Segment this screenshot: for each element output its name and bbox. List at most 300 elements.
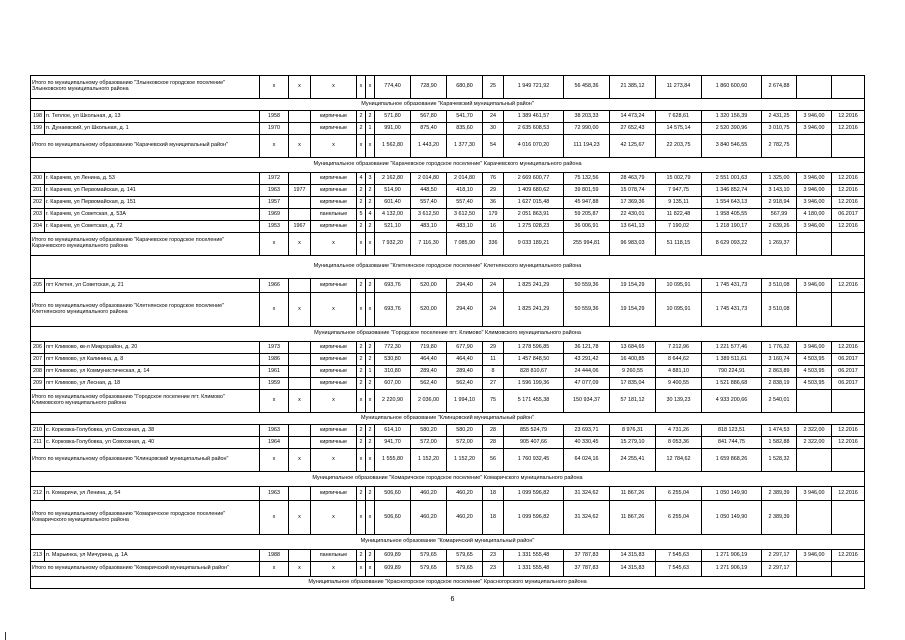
- table-cell: x: [366, 76, 375, 99]
- table-cell: 2 220,90: [375, 390, 411, 413]
- table-cell: кирпичные: [311, 111, 357, 123]
- table-cell: 31 324,62: [564, 487, 610, 501]
- subtotal-label: Итого по муниципальному образованию "Городское поселение пгт. Климово" Климовского муниципального района: [31, 390, 260, 413]
- table-cell: 541,70: [447, 111, 483, 123]
- table-cell: 2 162,80: [375, 173, 411, 185]
- table-cell: 941,70: [375, 437, 411, 449]
- table-cell: 1 457 848,50: [504, 354, 564, 366]
- table-cell: 3 612,50: [411, 209, 447, 221]
- row-number: 212: [31, 487, 45, 501]
- table-cell: 841 744,75: [702, 437, 762, 449]
- table-cell: 06.2017: [832, 354, 865, 366]
- table-cell: 1 377,30: [447, 135, 483, 158]
- table-cell: 1 745 431,73: [702, 293, 762, 327]
- table-cell: [797, 501, 832, 535]
- table-cell: 3 946,00: [797, 173, 832, 185]
- table-cell: 8 053,36: [656, 437, 702, 449]
- table-cell: 255 994,81: [564, 233, 610, 256]
- table-cell: 1967: [289, 221, 311, 233]
- table-cell: 1 554 643,13: [702, 197, 762, 209]
- table-row: [31, 111, 865, 123]
- table-cell: 1958: [260, 111, 289, 123]
- table-cell: 579,65: [411, 550, 447, 562]
- table-cell: [797, 135, 832, 158]
- table-cell: 1 994,10: [447, 390, 483, 413]
- subtotal-row: [31, 390, 865, 413]
- table-cell: 2 389,39: [762, 501, 797, 535]
- table-row: [31, 437, 865, 449]
- table-cell: 4 132,00: [375, 209, 411, 221]
- row-number: 198: [31, 111, 45, 123]
- table-cell: 3 010,75: [762, 123, 797, 135]
- table-cell: 514,90: [375, 185, 411, 197]
- table-cell: x: [289, 233, 311, 256]
- table-cell: 905 407,66: [504, 437, 564, 449]
- table-cell: 14 315,83: [610, 550, 656, 562]
- table-cell: 12.2016: [832, 221, 865, 233]
- table-cell: 1 278 596,85: [504, 342, 564, 354]
- table-cell: 520,00: [411, 279, 447, 293]
- row-number: 205: [31, 279, 45, 293]
- table-cell: 1986: [260, 354, 289, 366]
- table-cell: 680,80: [447, 76, 483, 99]
- table-cell: кирпичные: [311, 197, 357, 209]
- table-cell: [832, 233, 865, 256]
- table-cell: 2: [357, 425, 366, 437]
- table-cell: x: [311, 501, 357, 535]
- table-cell: 64 024,16: [564, 449, 610, 472]
- table-cell: 56: [483, 449, 504, 472]
- table-cell: x: [289, 135, 311, 158]
- table-cell: 14 575,14: [656, 123, 702, 135]
- table-cell: 16: [483, 221, 504, 233]
- table-cell: 23: [483, 562, 504, 577]
- table-cell: 418,10: [447, 185, 483, 197]
- table-cell: 2: [357, 123, 366, 135]
- table-cell: 06.2017: [832, 378, 865, 390]
- table-cell: 506,60: [375, 487, 411, 501]
- table-cell: 18: [483, 501, 504, 535]
- row-number: 211: [31, 437, 45, 449]
- address-cell: пгт Климово, ул Коммунистическая, д. 14: [45, 366, 260, 378]
- subtotal-row: [31, 449, 865, 472]
- table-cell: 1964: [260, 437, 289, 449]
- table-cell: 2: [357, 342, 366, 354]
- table-cell: 579,65: [447, 562, 483, 577]
- table-cell: x: [260, 293, 289, 327]
- table-cell: 11: [483, 354, 504, 366]
- table-cell: 3 946,00: [797, 342, 832, 354]
- table-cell: 9 135,11: [656, 197, 702, 209]
- table-cell: x: [366, 293, 375, 327]
- table-cell: 580,20: [411, 425, 447, 437]
- table-cell: [289, 354, 311, 366]
- table-cell: 19 154,29: [610, 279, 656, 293]
- table-cell: 23 693,71: [564, 425, 610, 437]
- table-cell: 521,10: [375, 221, 411, 233]
- table-cell: 1963: [260, 185, 289, 197]
- table-cell: 1953: [260, 221, 289, 233]
- table-cell: 19 154,29: [610, 293, 656, 327]
- table-cell: 76: [483, 173, 504, 185]
- table-cell: 1961: [260, 366, 289, 378]
- table-cell: 1: [366, 123, 375, 135]
- table-cell: 11 867,26: [610, 487, 656, 501]
- table-cell: 2: [366, 550, 375, 562]
- table-cell: 609,89: [375, 562, 411, 577]
- table-cell: 150 934,37: [564, 390, 610, 413]
- table-cell: 72 990,00: [564, 123, 610, 135]
- table-cell: 520,00: [411, 293, 447, 327]
- subtotal-row: [31, 135, 865, 158]
- section-title: Муниципальное образование "Комаричское городское поселение" Комаричского муниципального района: [31, 472, 865, 487]
- table-cell: 4 503,95: [797, 378, 832, 390]
- section-title: Муниципальное образование "Клинцовский муниципальный район": [31, 413, 865, 425]
- table-cell: 693,76: [375, 279, 411, 293]
- row-number: 204: [31, 221, 45, 233]
- table-cell: 567,99: [762, 209, 797, 221]
- table-cell: 3 510,08: [762, 279, 797, 293]
- table-cell: 2: [366, 437, 375, 449]
- table-row: [31, 221, 865, 233]
- table-cell: 579,65: [411, 562, 447, 577]
- table-cell: x: [357, 293, 366, 327]
- table-cell: 2 051 863,91: [504, 209, 564, 221]
- table-cell: кирпичные: [311, 221, 357, 233]
- table-cell: 96 983,03: [610, 233, 656, 256]
- table-cell: 9 260,55: [610, 366, 656, 378]
- table-cell: 2 918,94: [762, 197, 797, 209]
- table-cell: 572,00: [411, 437, 447, 449]
- table-cell: 4 933 200,66: [702, 390, 762, 413]
- table-cell: 75: [483, 390, 504, 413]
- table-row: [31, 279, 865, 293]
- address-cell: п. Марьинка, ул Мичурина, д. 1А: [45, 550, 260, 562]
- address-cell: пгт Клетня, ул Советская, д. 21: [45, 279, 260, 293]
- table-cell: 1966: [260, 279, 289, 293]
- table-cell: 2: [357, 550, 366, 562]
- table-cell: 310,80: [375, 366, 411, 378]
- table-cell: 47 077,09: [564, 378, 610, 390]
- table-cell: 1 271 906,19: [702, 562, 762, 577]
- table-cell: 1 152,20: [411, 449, 447, 472]
- table-cell: 38 203,33: [564, 111, 610, 123]
- table-cell: x: [311, 562, 357, 577]
- table-cell: 2: [357, 279, 366, 293]
- table-cell: 2 669 600,77: [504, 173, 564, 185]
- table-cell: 336: [483, 233, 504, 256]
- table-cell: 6 255,04: [656, 487, 702, 501]
- table-cell: 294,40: [447, 293, 483, 327]
- table-cell: 1 760 932,45: [504, 449, 564, 472]
- table-cell: 42 125,67: [610, 135, 656, 158]
- table-cell: 818 123,51: [702, 425, 762, 437]
- table-cell: 50 559,36: [564, 279, 610, 293]
- table-cell: x: [366, 135, 375, 158]
- table-cell: [289, 366, 311, 378]
- row-number: 199: [31, 123, 45, 135]
- table-cell: 562,40: [411, 378, 447, 390]
- section-title: Муниципальное образование "Комаричский муниципальный район": [31, 535, 865, 550]
- table-cell: 4 503,95: [797, 366, 832, 378]
- table-cell: 17 369,36: [610, 197, 656, 209]
- table-cell: 579,65: [447, 550, 483, 562]
- table-cell: x: [366, 449, 375, 472]
- subtotal-label: Итого по муниципальному образованию "Злынковское городское поселение" Злынковского муниципального района: [31, 76, 260, 99]
- table-cell: 2: [366, 354, 375, 366]
- table-cell: 614,10: [375, 425, 411, 437]
- scan-edge-mark: [5, 632, 6, 640]
- table-cell: [832, 390, 865, 413]
- table-cell: 9 033 189,21: [504, 233, 564, 256]
- table-cell: 3 946,00: [797, 123, 832, 135]
- table-cell: [289, 550, 311, 562]
- table-cell: 719,80: [411, 342, 447, 354]
- section-title: Муниципальное образование "Карачевское городское поселение" Карачевского муниципального района: [31, 158, 865, 173]
- table-cell: 06.2017: [832, 366, 865, 378]
- table-cell: панельные: [311, 550, 357, 562]
- address-cell: п. Дунаевский, ул Школьная, д. 1: [45, 123, 260, 135]
- table-cell: 12.2016: [832, 437, 865, 449]
- table-cell: 448,50: [411, 185, 447, 197]
- table-cell: 7 085,90: [447, 233, 483, 256]
- table-cell: 10 095,91: [656, 279, 702, 293]
- table-cell: [289, 173, 311, 185]
- table-cell: 24 255,41: [610, 449, 656, 472]
- table-cell: 1 825 241,29: [504, 293, 564, 327]
- table-cell: панельные: [311, 209, 357, 221]
- table-cell: x: [260, 233, 289, 256]
- table-cell: 12.2016: [832, 173, 865, 185]
- row-number: 207: [31, 354, 45, 366]
- table-cell: 40 330,45: [564, 437, 610, 449]
- table-cell: 855 524,79: [504, 425, 564, 437]
- table-cell: 294,40: [447, 279, 483, 293]
- table-cell: 1 331 555,48: [504, 562, 564, 577]
- table-cell: 2: [357, 221, 366, 233]
- section-header-row: [31, 413, 865, 425]
- table-cell: 1 555,80: [375, 449, 411, 472]
- row-number: 208: [31, 366, 45, 378]
- table-cell: 11 822,48: [656, 209, 702, 221]
- table-cell: 24 444,06: [564, 366, 610, 378]
- table-cell: 1 443,20: [411, 135, 447, 158]
- table-cell: 572,00: [447, 437, 483, 449]
- table-cell: 12.2016: [832, 425, 865, 437]
- table-cell: 828 810,67: [504, 366, 564, 378]
- table-cell: x: [357, 233, 366, 256]
- table-cell: 11 867,26: [610, 501, 656, 535]
- table-cell: 1 221 577,46: [702, 342, 762, 354]
- table-cell: 7 628,61: [656, 111, 702, 123]
- table-cell: 1 331 555,48: [504, 550, 564, 562]
- table-cell: 3 946,00: [797, 185, 832, 197]
- table-cell: 875,40: [411, 123, 447, 135]
- table-cell: 30 139,23: [656, 390, 702, 413]
- table-row: [31, 487, 865, 501]
- row-number: 202: [31, 197, 45, 209]
- table-cell: [289, 425, 311, 437]
- table-cell: 2: [357, 354, 366, 366]
- table-cell: 12.2016: [832, 550, 865, 562]
- table-cell: 3: [366, 173, 375, 185]
- table-cell: 1 582,88: [762, 437, 797, 449]
- table-cell: 28: [483, 425, 504, 437]
- table-cell: 4 881,10: [656, 366, 702, 378]
- table-cell: кирпичные: [311, 487, 357, 501]
- table-cell: 991,00: [375, 123, 411, 135]
- section-header-row: [31, 327, 865, 342]
- table-cell: [289, 279, 311, 293]
- table-cell: [797, 293, 832, 327]
- table-cell: 3 510,08: [762, 293, 797, 327]
- table-cell: 12.2016: [832, 111, 865, 123]
- section-header-row: [31, 472, 865, 487]
- table-cell: 2: [366, 342, 375, 354]
- table-cell: 2: [366, 487, 375, 501]
- table-cell: 1 521 886,68: [702, 378, 762, 390]
- table-cell: 2 297,17: [762, 550, 797, 562]
- table-cell: x: [311, 233, 357, 256]
- table-cell: 1 275 028,23: [504, 221, 564, 233]
- table-cell: 15 078,74: [610, 185, 656, 197]
- row-number: 203: [31, 209, 45, 221]
- table-cell: 13 641,13: [610, 221, 656, 233]
- table-cell: кирпичные: [311, 378, 357, 390]
- table-cell: 7 932,20: [375, 233, 411, 256]
- table-cell: [832, 501, 865, 535]
- table-cell: [289, 342, 311, 354]
- table-cell: 75 132,56: [564, 173, 610, 185]
- table-cell: 7 545,63: [656, 550, 702, 562]
- table-cell: 1 050 149,90: [702, 487, 762, 501]
- table-cell: 4: [366, 209, 375, 221]
- table-cell: [832, 293, 865, 327]
- table-cell: 22 203,75: [656, 135, 702, 158]
- table-cell: [797, 233, 832, 256]
- table-cell: 506,60: [375, 501, 411, 535]
- table-row: [31, 354, 865, 366]
- table-cell: [289, 123, 311, 135]
- table-cell: 2: [366, 378, 375, 390]
- table-cell: 29: [483, 342, 504, 354]
- table-cell: 1972: [260, 173, 289, 185]
- subtotal-label: Итого по муниципальному образованию "Клинцовский муниципальный район": [31, 449, 260, 472]
- table-cell: 460,20: [447, 501, 483, 535]
- table-cell: 3 946,00: [797, 487, 832, 501]
- table-cell: 289,40: [447, 366, 483, 378]
- row-number: 209: [31, 378, 45, 390]
- table-cell: 37 787,83: [564, 562, 610, 577]
- table-cell: 2: [357, 487, 366, 501]
- table-cell: 2: [366, 221, 375, 233]
- address-cell: п. Комаричи, ул Ленина, д. 54: [45, 487, 260, 501]
- table-cell: 562,40: [447, 378, 483, 390]
- table-row: [31, 342, 865, 354]
- table-cell: 4 016 070,20: [504, 135, 564, 158]
- table-cell: 2: [366, 111, 375, 123]
- table-cell: 601,40: [375, 197, 411, 209]
- table-cell: 56 458,36: [564, 76, 610, 99]
- table-cell: 2 782,75: [762, 135, 797, 158]
- table-cell: 1963: [260, 487, 289, 501]
- table-cell: 2: [357, 378, 366, 390]
- table-cell: 6 255,04: [656, 501, 702, 535]
- table-cell: 11 273,84: [656, 76, 702, 99]
- table-cell: 1 099 596,82: [504, 487, 564, 501]
- address-cell: г. Карачев, ул Первомайская, д. 141: [45, 185, 260, 197]
- table-cell: 1 596 199,36: [504, 378, 564, 390]
- table-cell: 607,00: [375, 378, 411, 390]
- table-cell: 483,10: [411, 221, 447, 233]
- table-cell: кирпичные: [311, 425, 357, 437]
- table-cell: 9 400,55: [656, 378, 702, 390]
- table-row: [31, 123, 865, 135]
- table-cell: 557,40: [447, 197, 483, 209]
- table-cell: 14 473,24: [610, 111, 656, 123]
- table-cell: 677,90: [447, 342, 483, 354]
- subtotal-row: [31, 293, 865, 327]
- table-cell: 51 118,15: [656, 233, 702, 256]
- table-cell: 4 180,00: [797, 209, 832, 221]
- table-cell: 3 612,50: [447, 209, 483, 221]
- table-cell: 21 385,12: [610, 76, 656, 99]
- table-cell: 2 838,19: [762, 378, 797, 390]
- table-cell: 1: [366, 366, 375, 378]
- table-row: [31, 366, 865, 378]
- table-cell: 464,40: [411, 354, 447, 366]
- table-cell: 7 212,96: [656, 342, 702, 354]
- table-cell: кирпичные: [311, 185, 357, 197]
- table-cell: 1 562,80: [375, 135, 411, 158]
- table-cell: 1 659 868,26: [702, 449, 762, 472]
- table-cell: кирпичные: [311, 354, 357, 366]
- table-cell: 2: [357, 437, 366, 449]
- table-cell: 1969: [260, 209, 289, 221]
- table-cell: кирпичные: [311, 366, 357, 378]
- table-cell: 3 946,00: [797, 111, 832, 123]
- table-cell: 15 279,10: [610, 437, 656, 449]
- table-cell: 2 389,39: [762, 487, 797, 501]
- table-cell: 2: [357, 197, 366, 209]
- section-header-row: [31, 577, 865, 589]
- table-cell: 1 152,20: [447, 449, 483, 472]
- table-cell: 30: [483, 123, 504, 135]
- section-title: Муниципальное образование "Клетнянское городское поселение" Клетнянского муниципального района: [31, 256, 865, 279]
- table-cell: [289, 209, 311, 221]
- address-cell: г. Карачев, ул Ленина, д. 53: [45, 173, 260, 185]
- table-cell: x: [289, 76, 311, 99]
- table-cell: [289, 487, 311, 501]
- table-cell: 27: [483, 378, 504, 390]
- address-cell: г. Карачев, ул Первомайская, д. 151: [45, 197, 260, 209]
- table-cell: x: [366, 501, 375, 535]
- table-cell: 2 322,00: [797, 425, 832, 437]
- table-cell: кирпичные: [311, 123, 357, 135]
- table-cell: 464,40: [447, 354, 483, 366]
- table-cell: x: [260, 135, 289, 158]
- table-cell: x: [260, 76, 289, 99]
- table-cell: 1 627 015,48: [504, 197, 564, 209]
- table-cell: кирпичные: [311, 173, 357, 185]
- table-cell: 12.2016: [832, 487, 865, 501]
- subtotal-label: Итого по муниципальному образованию "Комаричское городское поселение" Комаричского муниципального района: [31, 501, 260, 535]
- address-cell: пгт Климово, ул Калинина, д. 8: [45, 354, 260, 366]
- table-cell: 1 745 431,73: [702, 279, 762, 293]
- table-row: [31, 550, 865, 562]
- table-cell: 2: [366, 197, 375, 209]
- table-cell: 18: [483, 487, 504, 501]
